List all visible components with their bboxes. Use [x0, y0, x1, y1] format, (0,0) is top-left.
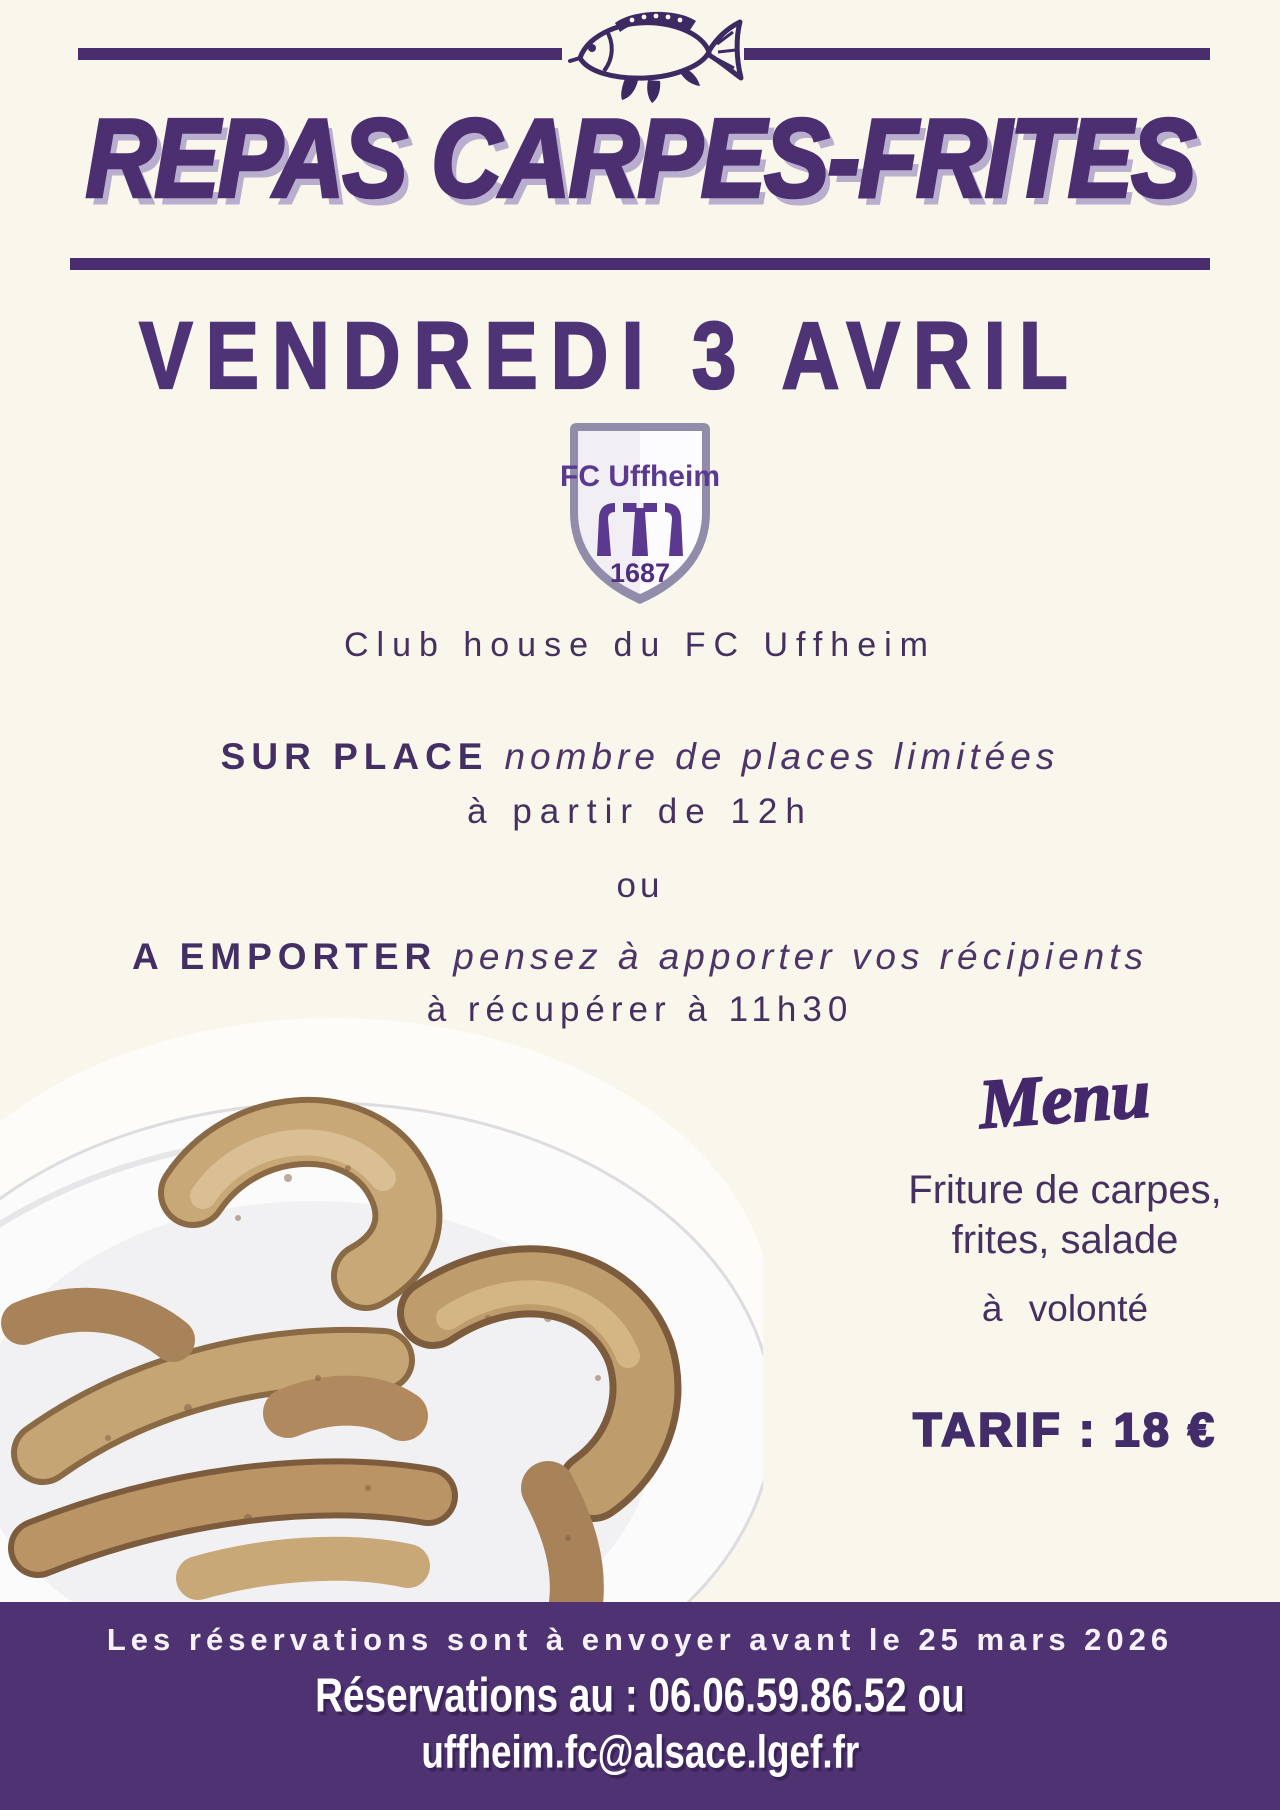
reservation-banner	[0, 1602, 1280, 1810]
takeaway-note: pensez à apporter vos récipients	[453, 936, 1149, 977]
menu-item-line1: Friture de carpes,	[908, 1168, 1222, 1212]
price-line: TARIF : 18 €	[912, 1403, 1218, 1456]
takeaway-line	[0, 936, 1280, 978]
venue-line: Club house du FC Uffheim	[343, 626, 936, 664]
takeaway-time: à récupérer à 11h30	[426, 990, 854, 1029]
menu-item-line3: à volonté	[981, 1288, 1149, 1329]
or-separator: ou	[616, 866, 664, 905]
crest-founding-year: 1687	[609, 558, 671, 588]
top-divider-right	[744, 48, 1210, 60]
fc-uffheim-crest	[556, 420, 724, 610]
fried-carp-plate-photo	[0, 1018, 763, 1603]
crest-club-name: FC Uffheim	[560, 460, 720, 493]
carp-fish-icon	[552, 6, 752, 106]
takeaway-label: A EMPORTER	[131, 936, 438, 977]
event-date: VENDREDI 3 AVRIL	[139, 303, 1081, 409]
reservation-phone: Réservations au : 06.06.59.86.52 ou	[315, 1669, 965, 1723]
on-site-line	[0, 736, 1280, 778]
menu-heading: Menu	[976, 1055, 1154, 1144]
menu-section	[850, 1055, 1280, 1154]
reservation-email: uffheim.fc@alsace.lgef.fr	[421, 1726, 859, 1778]
page-title: REPAS CARPES-FRITES	[85, 95, 1195, 221]
title-divider	[70, 258, 1210, 270]
on-site-time: à partir de 12h	[467, 792, 813, 831]
reservation-deadline: Les réservations sont à envoyer avant le 25 mars 2026	[106, 1622, 1174, 1657]
top-divider-left	[78, 48, 562, 60]
on-site-note: nombre de places limitées	[504, 736, 1060, 777]
menu-item-line2: frites, salade	[951, 1218, 1179, 1262]
on-site-label: SUR PLACE	[220, 736, 489, 777]
